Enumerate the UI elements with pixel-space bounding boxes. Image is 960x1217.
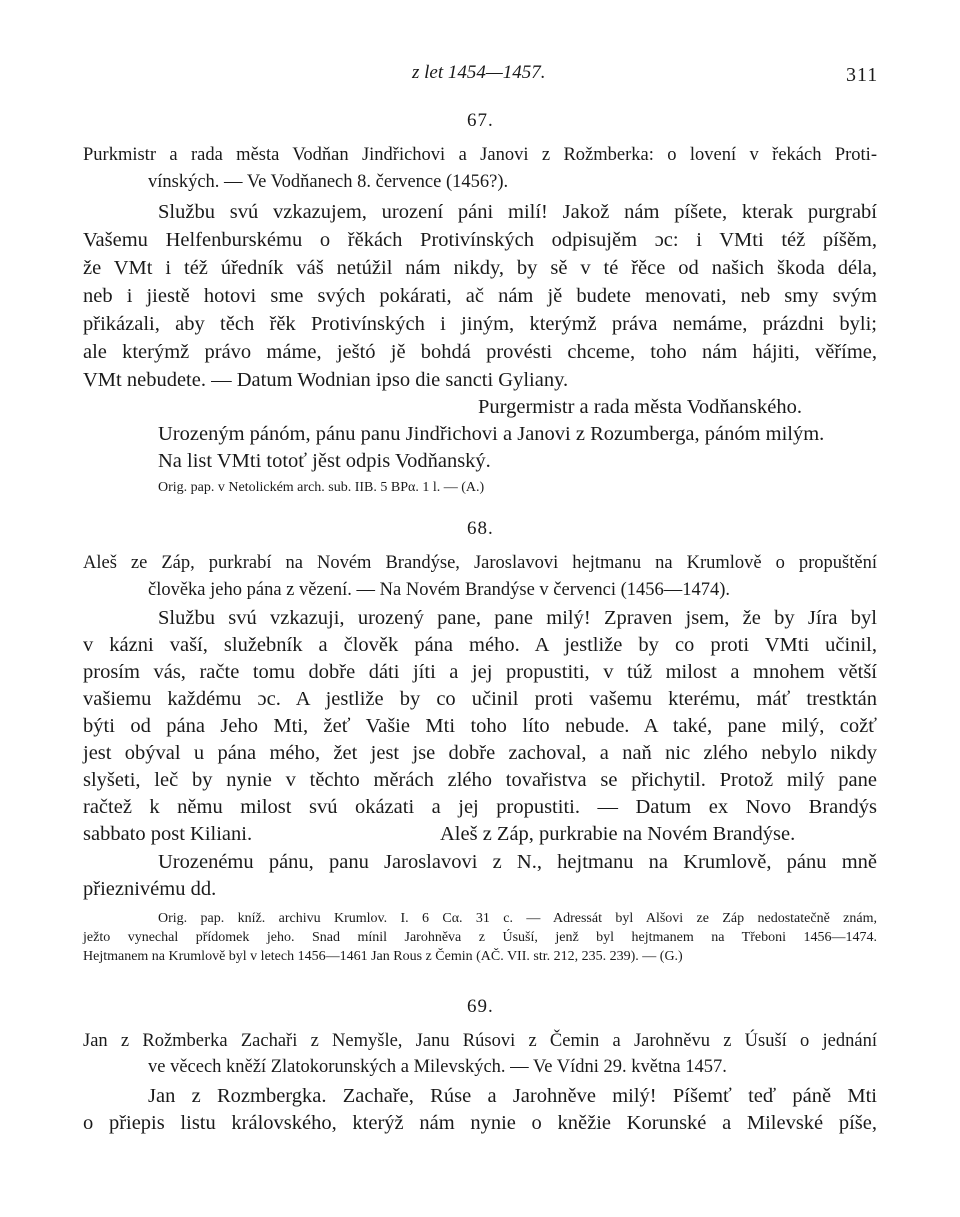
page-number: 311 [846,64,879,86]
document-signature-67: Purgermistr a rada města Vodňanského. [478,396,802,418]
document-signature-68: Aleš z Záp, purkrabie na Novém Brandýse. [440,823,796,845]
document-address-68-line1: Urozenému pánu, panu Jaroslavovi z N., hejtmanu na Krumlově, pánu mně [158,851,877,873]
document-body-69-line1: Jan z Rozmbergka. Zachaře, Rúse a Jarohněve milý! Píšemť teď páně Mti [148,1085,877,1107]
document-heading-67-line1: Purkmistr a rada města Vodňan Jindřichovi a Janovi z Rožmberka: o lovení v řekách Proti- [83,145,877,165]
document-number-69: 69. [467,996,494,1017]
document-body-69-line2: o přiepis listu královského, kterýž nám nynie o kněžie Korunské a Milevské píše, [83,1112,877,1134]
document-body-68-line6: jest obýval u pána mého, žet jest jse dobře zachoval, a naň nic zlého nebylo nikdy [83,742,877,764]
document-body-68-line3: prosím vás, račte tomu dobře dáti jíti a jej propustiti, v túž milost a mnohem větší [83,661,877,683]
document-heading-68-line1: Aleš ze Záp, purkrabí na Novém Brandýse, Jaroslavovi hejtmanu na Krumlově o propuštění [83,553,877,573]
document-heading-67-line2: vínských. — Ve Vodňanech 8. července (1456?). [148,172,509,192]
document-body-68-line7: slyšeti, leč by nynie v těchto měrách zlého tovařistva se přichytil. Protož milý pane [83,769,877,791]
document-body-67-line2: Vašemu Helfenburskému o řěkách Protivínských odpisujěm ɔc: i VMti též píšěm, [83,229,877,251]
document-number-68: 68. [467,518,494,539]
document-body-67-line3: že VMt i též úředník váš netúžil nám nikdy, by sě v té řěce od našich škoda déla, [83,257,877,279]
document-note-68-line1: Orig. pap. kníž. archivu Krumlov. I. 6 Cα. 31 c. — Adressát byl Alšovi ze Záp nedostatečně znám, [158,911,877,926]
document-number-67: 67. [467,110,494,131]
document-closing-68-date: sabbato post Kiliani. [83,823,253,845]
document-body-68-line4: vašiemu každému ɔc. A jestliže by co učinil proti vašemu kterému, máť trestktán [83,688,877,710]
document-body-67-line7: VMt nebudete. — Datum Wodnian ipso die sancti Gyliany. [83,369,569,391]
document-body-68-line8: račtež k němu milost svú okázati a jej propustiti. — Datum ex Novo Brandýs [83,796,877,818]
document-address-68-line2: přieznivému dd. [83,878,217,900]
document-body-67-line4: neb i jiestě hotovi sme svých pokárati, ač nám jě budete menovati, neb smy svým [83,285,877,307]
document-note-68-line2: ježto vynechal přídomek jeho. Snad mínil Jarohněva z Úsuší, jenž byl hejtmanem na Třeboni 1456—1474. [83,930,877,945]
running-title: z let 1454—1457. [412,62,546,83]
document-heading-69-line2: ve věcech kněží Zlatokorunských a Milevských. — Ve Vídni 29. května 1457. [148,1057,727,1077]
document-body-68-line5: býti od pána Jeho Mti, žeť Vašie Mti toho líto nebude. A také, pane milý, cožť [83,715,877,737]
document-body-68-line2: v kázni vaší, služebník a člověk pána mého. A jestliže by co proti VMti učinil, [83,634,877,656]
document-body-67-line5: přikázali, aby těch řěk Protivínských i jiným, kterýmž práva nemáme, prázdni byli; [83,313,877,335]
document-heading-68-line2: člověka jeho pána z vězení. — Na Novém Brandýse v červenci (1456—1474). [148,580,731,600]
document-body-68-line1: Službu svú vzkazuji, urozený pane, pane milý! Zpraven jsem, že by Jíra byl [158,607,877,629]
document-note-68-line3: Hejtmanem na Krumlově byl v letech 1456—1461 Jan Rous z Čemin (AČ. VII. str. 212, 235. 239). — (G.) [83,949,683,964]
document-note-67: Orig. pap. v Netolickém arch. sub. IIB. 5 BPα. 1 l. — (A.) [158,480,485,495]
document-address-67-line2: Na list VMti totoť jěst odpis Vodňanský. [158,450,491,472]
document-body-67-line1: Službu svú vzkazujem, urození páni milí! Jakož nám píšete, kterak purgrabí [158,201,877,223]
document-body-67-line6: ale kterýmž právo máme, ještó jě bohdá provésti chceme, toho nám hájiti, věříme, [83,341,877,363]
document-address-67-line1: Urozeným pánóm, pánu panu Jindřichovi a Janovi z Rozumberga, pánóm milým. [158,423,825,445]
document-heading-69-line1: Jan z Rožmberka Zachaři z Nemyšle, Janu Rúsovi z Čemin a Jarohněvu z Úsuší o jednání [83,1031,877,1051]
